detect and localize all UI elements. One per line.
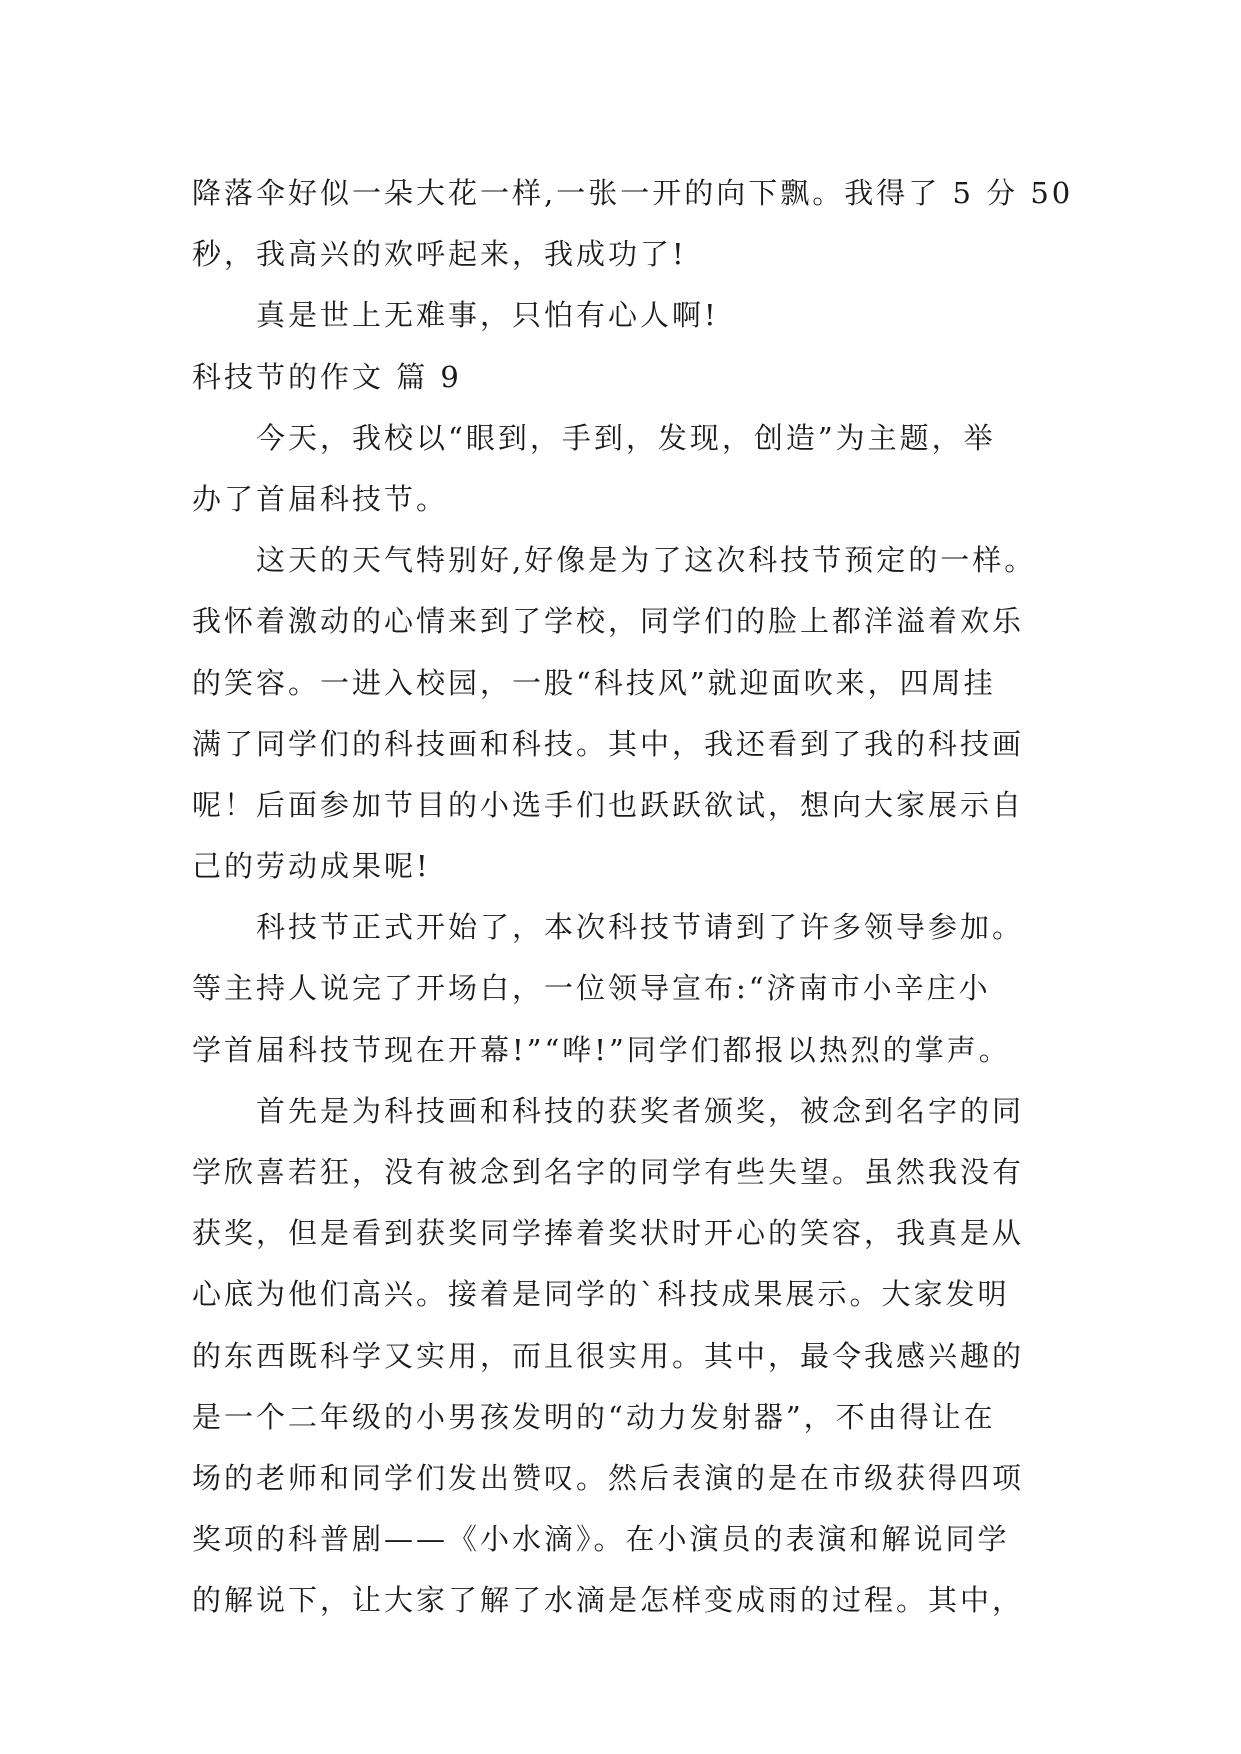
text-line: 的笑容。一进入校园，一股“科技风”就迎面吹来，四周挂 — [192, 665, 996, 700]
text-line: 科技节正式开始了，本次科技节请到了许多领导参加。 — [256, 910, 1025, 945]
text-line: 场的老师和同学们发出赞叹。然后表演的是在市级获得四项 — [192, 1460, 1025, 1495]
text-line: 奖项的科普剧——《小水滴》。在小演员的表演和解说同学 — [192, 1522, 1010, 1557]
text-line: 学首届科技节现在开幕!”“哗!”同学们都报以热烈的掌声。 — [192, 1032, 1011, 1067]
text-line: 呢！后面参加节目的小选手们也跃跃欲试，想向大家展示自 — [192, 787, 1025, 822]
text-line: 我怀着激动的心情来到了学校，同学们的脸上都洋溢着欢乐 — [192, 604, 1025, 639]
text-line: 这天的天气特别好,好像是为了这次科技节预定的一样。 — [256, 543, 1037, 578]
text-line: 真是世上无难事，只怕有心人啊! — [256, 298, 719, 333]
text-line: 等主持人说完了开场白，一位领导宣布:“济南市小辛庄小 — [192, 971, 991, 1006]
section-heading: 科技节的作文 篇 9 — [192, 359, 462, 394]
text-line: 办了首届科技节。 — [192, 481, 449, 516]
text-line: 今天，我校以“眼到，手到，发现，创造”为主题，举 — [256, 420, 996, 455]
text-line: 的解说下，让大家了解了水滴是怎样变成雨的过程。其中， — [192, 1583, 1025, 1618]
text-line: 降落伞好似一朵大花一样,一张一开的向下飘。我得了 5 分 50 — [192, 176, 1074, 210]
text-line: 满了同学们的科技画和科技。其中，我还看到了我的科技画 — [192, 726, 1025, 761]
text-line: 心底为他们高兴。接着是同学的`科技成果展示。大家发明 — [192, 1277, 1010, 1312]
text-line: 的东西既科学又实用，而且很实用。其中，最令我感兴趣的 — [192, 1338, 1025, 1373]
text-line: 是一个二年级的小男孩发明的“动力发射器”，不由得让在 — [192, 1399, 996, 1434]
text-line: 首先是为科技画和科技的获奖者颁奖，被念到名字的同 — [256, 1093, 1025, 1128]
text-line: 获奖，但是看到获奖同学捧着奖状时开心的笑容，我真是从 — [192, 1216, 1025, 1251]
text-line: 己的劳动成果呢! — [192, 849, 431, 884]
document-body — [192, 163, 1074, 1632]
text-line: 学欣喜若狂，没有被念到名字的同学有些失望。虽然我没有 — [192, 1155, 1025, 1189]
text-line: 秒，我高兴的欢呼起来，我成功了! — [192, 237, 687, 272]
